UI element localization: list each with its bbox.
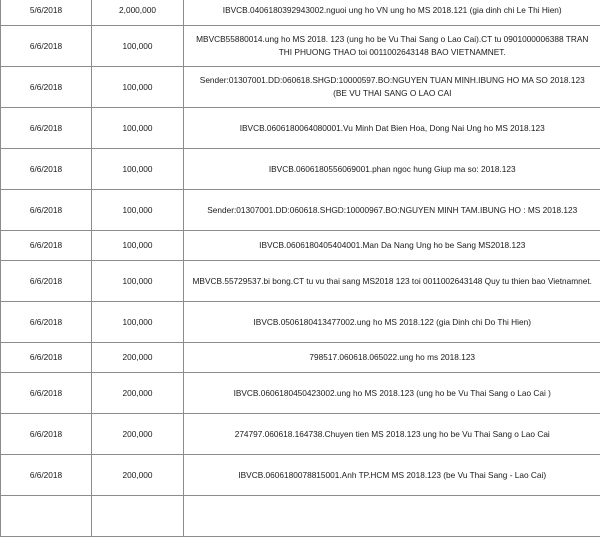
description-cell: MBVCB.55729537.bi bong.CT tu vu thai sang MS2018 123 toi 0011002643148 Quy tu thien bao Vietnamnet. [184,261,600,302]
table-row [1,302,600,343]
table-row [1,231,600,261]
table-row [1,455,600,496]
amount-cell: 200,000 [92,455,184,496]
description-cell: IBVCB.0606180064080001.Vu Minh Dat Bien Hoa, Dong Nai Ung ho MS 2018.123 [184,108,600,149]
amount-cell: 100,000 [92,149,184,190]
description-cell: 274797.060618.164738.Chuyen tien MS 2018.123 ung ho be Vu Thai Sang o Lao Cai [184,414,600,455]
amount-cell: 100,000 [92,231,184,261]
date-cell: 6/6/2018 [1,373,92,414]
amount-cell: 200,000 [92,414,184,455]
date-cell: 6/6/2018 [1,231,92,261]
table-row [1,0,600,26]
amount-cell: 100,000 [92,67,184,108]
table-row [1,496,600,537]
date-cell: 5/6/2018 [1,0,92,26]
date-cell: 6/6/2018 [1,108,92,149]
date-cell: 6/6/2018 [1,261,92,302]
table-row [1,26,600,67]
table-row [1,190,600,231]
table-row [1,414,600,455]
description-cell: MBVCB55880014.ung ho MS 2018. 123 (ung ho be Vu Thai Sang o Lao Cai).CT tu 0901000006388 TRAN THI PHUONG THAO toi 0011002643148 BAO VIETNAMNET. [184,26,600,67]
amount-cell [92,496,184,537]
description-cell: 798517.060618.065022.ung ho ms 2018.123 [184,343,600,373]
amount-cell: 200,000 [92,373,184,414]
date-cell: 6/6/2018 [1,190,92,231]
description-cell: IBVCB.0606180556069001.phan ngoc hung Giup ma so: 2018.123 [184,149,600,190]
description-cell: IBVCB.0606180450423002.ung ho MS 2018.123 (ung ho be Vu Thai Sang o Lao Cai ) [184,373,600,414]
amount-cell: 100,000 [92,261,184,302]
description-cell: IBVCB.0406180392943002.nguoi ung ho VN ung ho MS 2018.121 (gia dinh chi Le Thi Hien) [184,0,600,26]
description-cell: Sender:01307001.DD:060618.SHGD:10000967.BO:NGUYEN MINH TAM.IBUNG HO : MS 2018.123 [184,190,600,231]
description-cell: IBVCB.0506180413477002.ung ho MS 2018.122 (gia Dinh chi Do Thi Hien) [184,302,600,343]
description-cell [184,496,600,537]
table-row [1,149,600,190]
table-row [1,261,600,302]
date-cell: 6/6/2018 [1,149,92,190]
date-cell: 6/6/2018 [1,26,92,67]
date-cell: 6/6/2018 [1,343,92,373]
amount-cell: 200,000 [92,343,184,373]
description-cell: IBVCB.0606180405404001.Man Da Nang Ung ho be Sang MS2018.123 [184,231,600,261]
amount-cell: 100,000 [92,26,184,67]
table-row [1,343,600,373]
date-cell: 6/6/2018 [1,414,92,455]
date-cell: 6/6/2018 [1,302,92,343]
date-cell: 6/6/2018 [1,455,92,496]
date-cell [1,496,92,537]
table-row [1,108,600,149]
table-row [1,373,600,414]
description-cell: IBVCB.0606180078815001.Anh TP.HCM MS 2018.123 (be Vu Thai Sang - Lao Cai) [184,455,600,496]
amount-cell: 100,000 [92,108,184,149]
description-cell: Sender:01307001.DD:060618.SHGD:10000597.BO:NGUYEN TUAN MINH.IBUNG HO MA SO 2018.123 (BE VU THAI SANG O LAO CAI [184,67,600,108]
table-row [1,67,600,108]
amount-cell: 100,000 [92,302,184,343]
amount-cell: 2,000,000 [92,0,184,26]
amount-cell: 100,000 [92,190,184,231]
date-cell: 6/6/2018 [1,67,92,108]
